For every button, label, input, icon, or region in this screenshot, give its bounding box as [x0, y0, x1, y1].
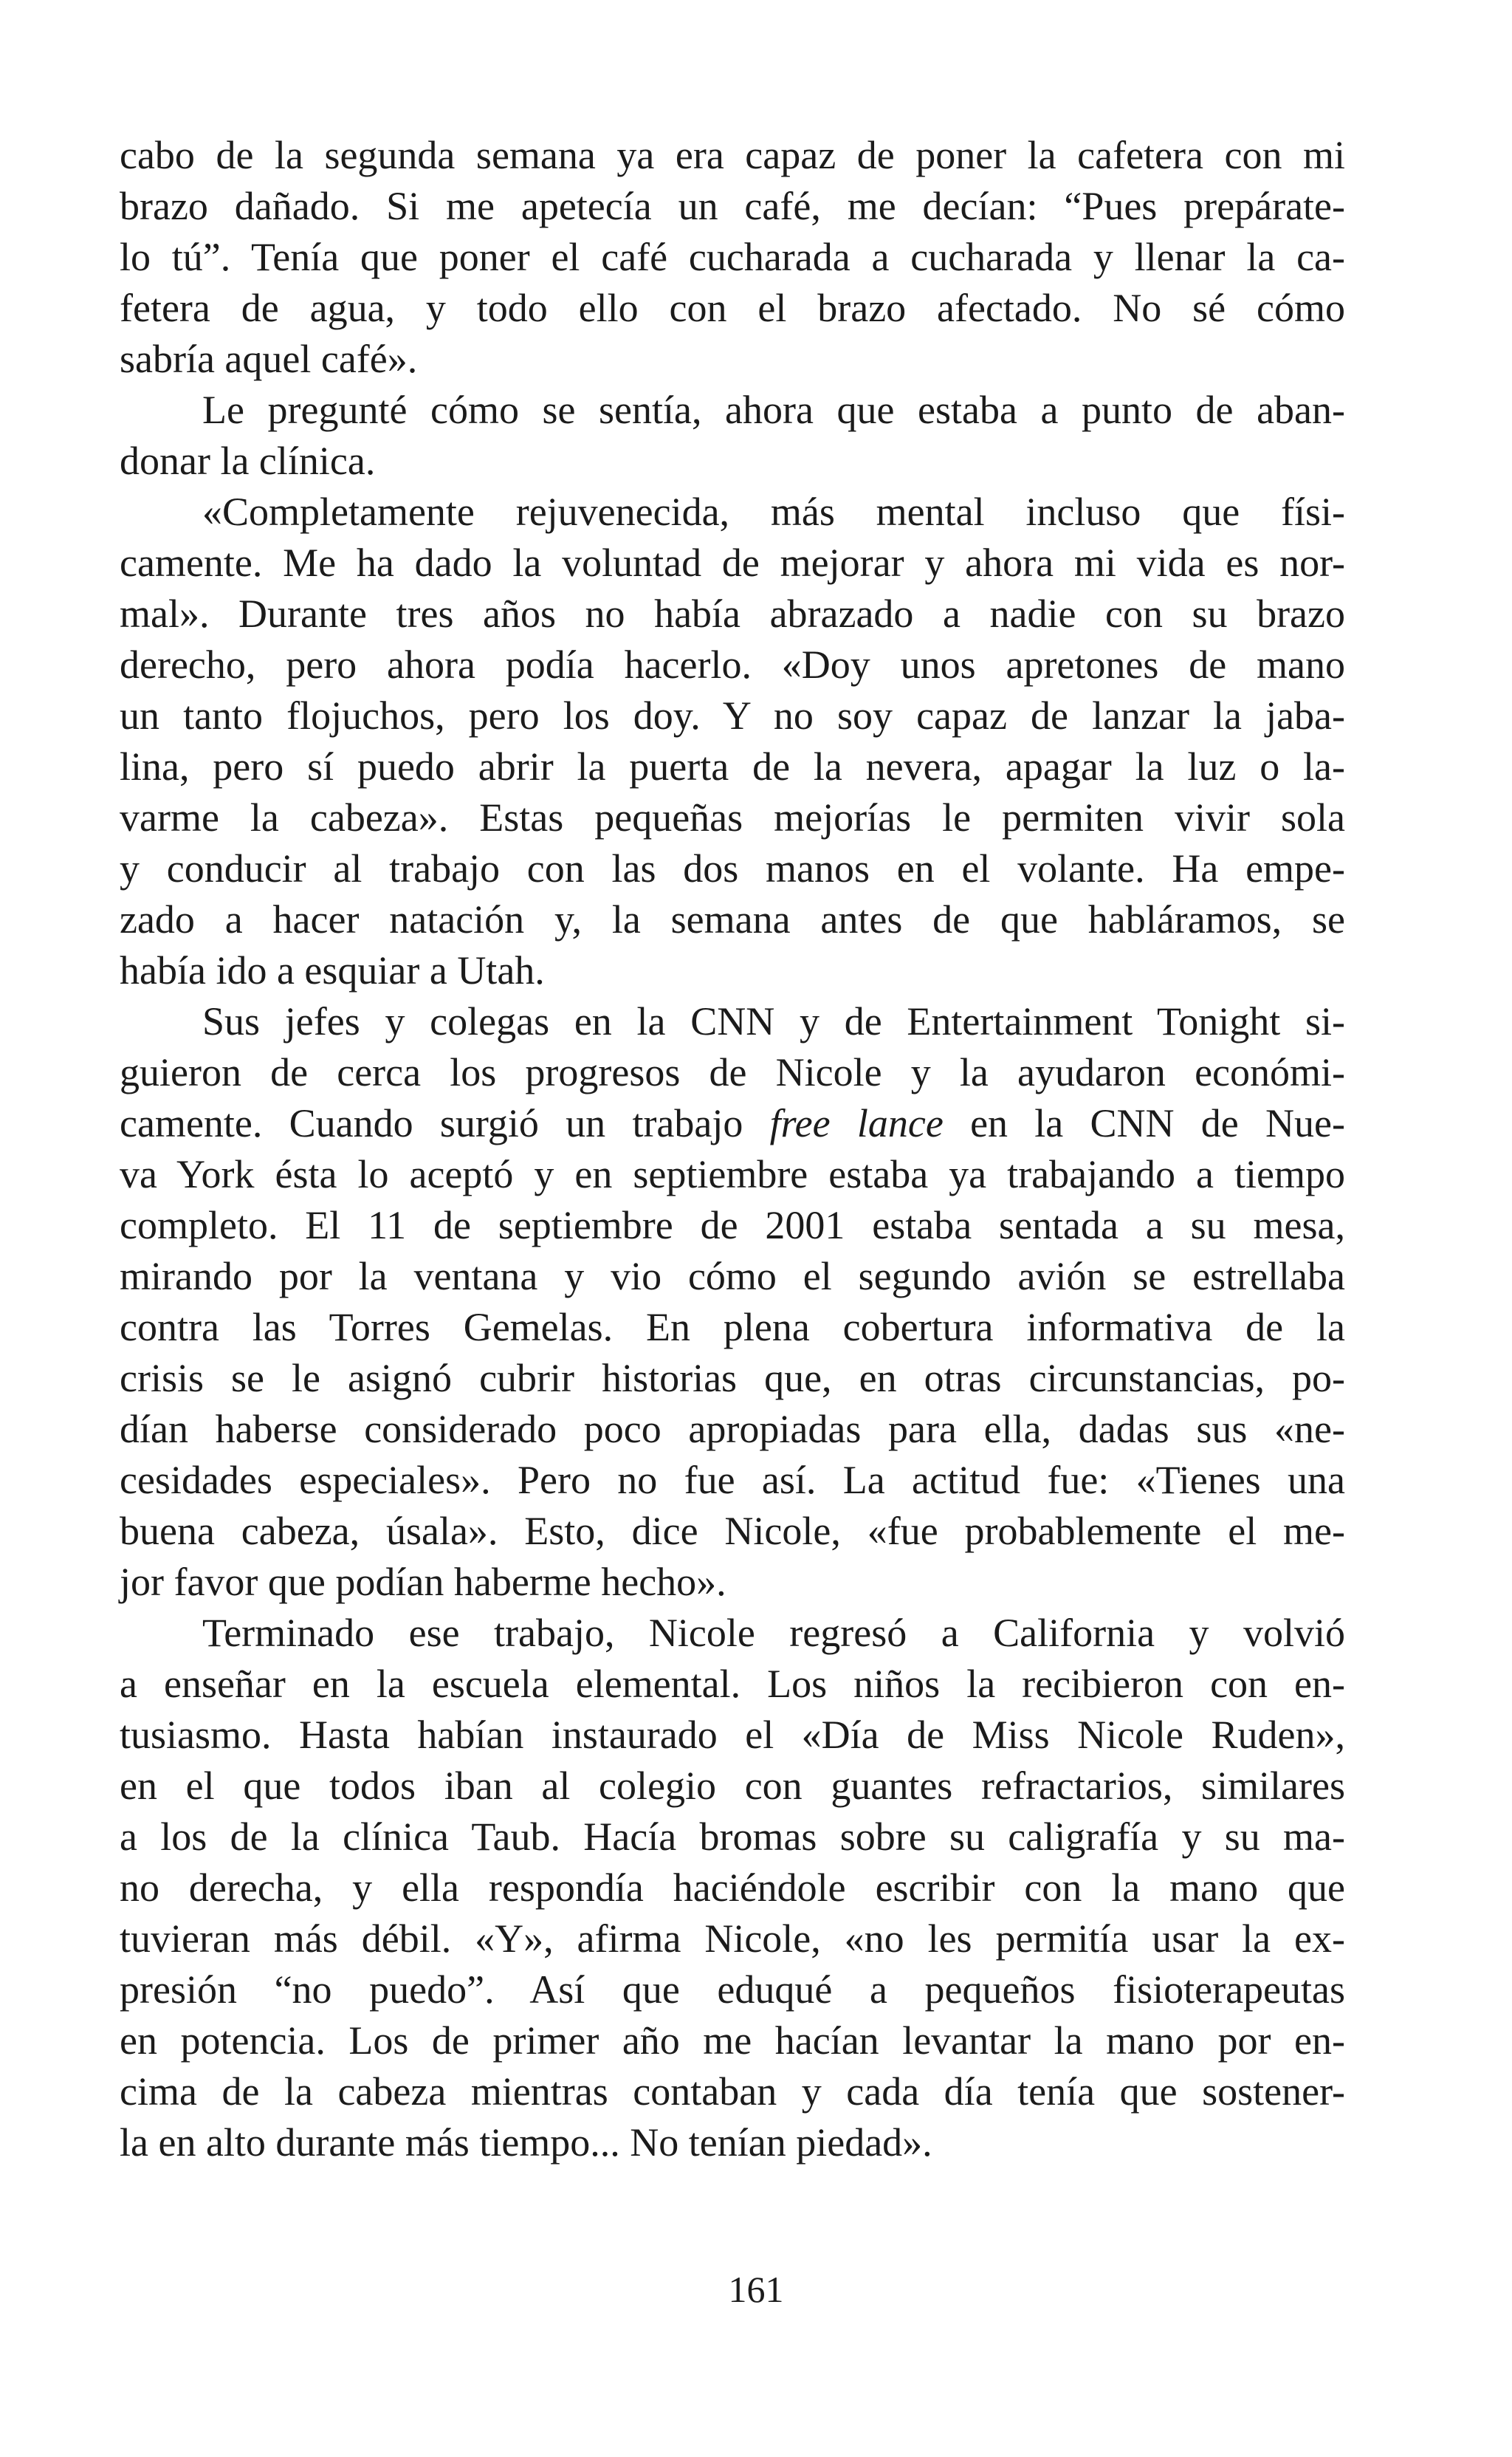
- text-line: va York ésta lo aceptó y en septiembre estaba ya trabajando a tiempo: [120, 1152, 1345, 1196]
- text-line: contra las Torres Gemelas. En plena cobertura informativa de la: [120, 1305, 1345, 1349]
- text-line: varme la cabeza». Estas pequeñas mejorías le permiten vivir sola: [120, 795, 1345, 840]
- text-line: Sus jefes y colegas en la CNN y de Entertainment Tonight si-: [202, 999, 1345, 1044]
- text-line: en el que todos iban al colegio con guantes refractarios, similares: [120, 1764, 1345, 1808]
- italic-term: free lance: [769, 1101, 944, 1145]
- text-line: crisis se le asignó cubrir historias que, en otras circunstancias, po-: [120, 1356, 1345, 1400]
- text-line: camente. Me ha dado la voluntad de mejorar y ahora mi vida es nor-: [120, 541, 1345, 585]
- text-line: lo tú”. Tenía que poner el café cucharada a cucharada y llenar la ca-: [120, 235, 1345, 279]
- text-line: a los de la clínica Taub. Hacía bromas sobre su caligrafía y su ma-: [120, 1815, 1345, 1859]
- text-line: tusiasmo. Hasta habían instaurado el «Día de Miss Nicole Ruden»,: [120, 1713, 1345, 1757]
- text-line: sabría aquel café».: [120, 337, 418, 381]
- text-line: cima de la cabeza mientras contaban y cada día tenía que sostener-: [120, 2069, 1345, 2114]
- text-line: guieron de cerca los progresos de Nicole y la ayudaron económi-: [120, 1050, 1345, 1094]
- text-line: fetera de agua, y todo ello con el brazo afectado. No sé cómo: [120, 286, 1345, 330]
- text-line: lina, pero sí puedo abrir la puerta de la nevera, apagar la luz o la-: [120, 744, 1345, 789]
- text-line: un tanto flojuchos, pero los doy. Y no soy capaz de lanzar la jaba-: [120, 693, 1345, 738]
- text-line: no derecha, y ella respondía haciéndole escribir con la mano que: [120, 1865, 1345, 1910]
- text-segment: en la CNN de Nue-: [943, 1101, 1345, 1145]
- text-line: y conducir al trabajo con las dos manos en el volante. Ha empe-: [120, 846, 1345, 891]
- text-line: [120, 1098, 1345, 1149]
- text-line: brazo dañado. Si me apetecía un café, me decían: “Pues prepárate-: [120, 184, 1345, 228]
- text-line: Le pregunté cómo se sentía, ahora que estaba a punto de aban-: [202, 388, 1345, 432]
- text-line: Terminado ese trabajo, Nicole regresó a California y volvió: [202, 1611, 1345, 1655]
- text-line: zado a hacer natación y, la semana antes de que habláramos, se: [120, 897, 1345, 942]
- text-line: había ido a esquiar a Utah.: [120, 948, 545, 993]
- text-line: mal». Durante tres años no había abrazado a nadie con su brazo: [120, 592, 1345, 636]
- text-line: tuvieran más débil. «Y», afirma Nicole, «no les permitía usar la ex-: [120, 1916, 1345, 1961]
- body-text: [120, 130, 1345, 2168]
- text-line: cesidades especiales». Pero no fue así. La actitud fue: «Tienes una: [120, 1458, 1345, 1502]
- text-line: mirando por la ventana y vio cómo el segundo avión se estrellaba: [120, 1254, 1345, 1298]
- text-line: jor favor que podían haberme hecho».: [120, 1560, 726, 1604]
- text-line: buena cabeza, úsala». Esto, dice Nicole, «fue probablemente el me-: [120, 1509, 1345, 1553]
- text-line: la en alto durante más tiempo... No tenían piedad».: [120, 2120, 932, 2165]
- text-line: donar la clínica.: [120, 439, 376, 483]
- page-number: 161: [728, 2269, 784, 2310]
- text-line: cabo de la segunda semana ya era capaz de poner la cafetera con mi: [120, 133, 1345, 177]
- text-segment: camente. Cuando surgió un trabajo: [120, 1101, 770, 1145]
- text-line: presión “no puedo”. Así que eduqué a pequeños fisioterapeutas: [120, 1967, 1345, 2012]
- text-line: completo. El 11 de septiembre de 2001 estaba sentada a su mesa,: [120, 1203, 1345, 1247]
- text-line: derecho, pero ahora podía hacerlo. «Doy unos apretones de mano: [120, 642, 1345, 687]
- text-line: en potencia. Los de primer año me hacían levantar la mano por en-: [120, 2018, 1345, 2063]
- text-line: «Completamente rejuvenecida, más mental incluso que físi-: [202, 490, 1345, 534]
- text-line: dían haberse considerado poco apropiadas para ella, dadas sus «ne-: [120, 1407, 1345, 1451]
- text-line: a enseñar en la escuela elemental. Los niños la recibieron con en-: [120, 1662, 1345, 1706]
